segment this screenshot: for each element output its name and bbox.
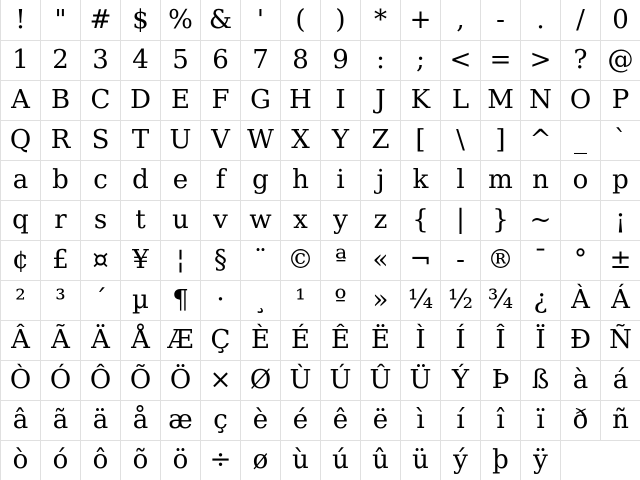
char-cell[interactable]: ç <box>200 401 240 440</box>
char-cell[interactable]: å <box>120 401 160 440</box>
char-row <box>0 160 640 200</box>
char-cell[interactable]: × <box>200 361 240 400</box>
char-cell[interactable]: ë <box>360 401 400 440</box>
char-cell[interactable]: ³ <box>40 281 80 320</box>
char-cell[interactable]: ý <box>440 441 480 480</box>
char-cell[interactable]: è <box>240 401 280 440</box>
char-cell[interactable]: Ý <box>440 361 480 400</box>
char-cell[interactable]: - <box>480 0 520 40</box>
char-cell[interactable]: ~ <box>520 201 560 240</box>
char-cell[interactable]: Y <box>320 121 360 160</box>
char-cell[interactable]: ì <box>400 401 440 440</box>
char-cell[interactable]: n <box>520 161 560 200</box>
char-row <box>0 280 640 320</box>
char-cell[interactable]: ] <box>480 121 520 160</box>
char-cell[interactable]: Ì <box>400 321 440 360</box>
char-cell[interactable]: Û <box>360 361 400 400</box>
char-cell[interactable]: E <box>160 81 200 120</box>
char-cell[interactable]: ½ <box>440 281 480 320</box>
char-cell[interactable]: % <box>160 0 200 40</box>
char-cell[interactable]: ú <box>320 441 360 480</box>
char-cell[interactable]: À <box>560 281 600 320</box>
char-cell[interactable]: j <box>360 161 400 200</box>
char-cell[interactable]: U <box>160 121 200 160</box>
char-cell[interactable]: ¿ <box>520 281 560 320</box>
char-cell[interactable]: ª <box>320 241 360 280</box>
char-cell[interactable]: Ó <box>40 361 80 400</box>
char-cell[interactable]: F <box>200 81 240 120</box>
char-cell[interactable]: $ <box>120 0 160 40</box>
char-cell[interactable]: Ö <box>160 361 200 400</box>
char-cell[interactable]: ¥ <box>120 241 160 280</box>
char-cell[interactable]: } <box>480 201 520 240</box>
char-cell[interactable]: G <box>240 81 280 120</box>
char-cell[interactable]: â <box>0 401 40 440</box>
char-row <box>0 80 640 120</box>
char-cell[interactable]: ¤ <box>80 241 120 280</box>
char-cell[interactable]: Ð <box>560 321 600 360</box>
char-cell[interactable]: o <box>560 161 600 200</box>
char-cell[interactable]: í <box>440 401 480 440</box>
char-cell[interactable]: , <box>440 0 480 40</box>
char-cell[interactable]: ¯ <box>520 241 560 280</box>
char-cell[interactable]: È <box>240 321 280 360</box>
char-row <box>0 400 640 440</box>
char-cell[interactable]: ¶ <box>160 281 200 320</box>
char-row <box>0 200 640 240</box>
char-cell[interactable]: @ <box>600 41 640 80</box>
char-cell[interactable]: 0 <box>600 0 640 40</box>
char-cell[interactable]: < <box>440 41 480 80</box>
char-cell[interactable]: b <box>40 161 80 200</box>
char-cell[interactable]: & <box>200 0 240 40</box>
char-cell[interactable]: ) <box>320 0 360 40</box>
char-cell[interactable]: ô <box>80 441 120 480</box>
char-cell[interactable]: e <box>160 161 200 200</box>
char-cell[interactable]: s <box>80 201 120 240</box>
char-cell[interactable]: » <box>360 281 400 320</box>
char-cell[interactable]: [ <box>400 121 440 160</box>
char-cell[interactable]: Ë <box>360 321 400 360</box>
char-cell[interactable]: 1 <box>0 41 40 80</box>
char-cell[interactable]: ê <box>320 401 360 440</box>
char-cell[interactable]: ° <box>560 241 600 280</box>
char-cell[interactable]: ò <box>0 441 40 480</box>
char-cell[interactable]: - <box>440 241 480 280</box>
char-cell[interactable]: N <box>520 81 560 120</box>
char-cell[interactable]: 8 <box>280 41 320 80</box>
char-cell[interactable]: : <box>360 41 400 80</box>
char-cell[interactable]: Æ <box>160 321 200 360</box>
char-cell[interactable]: t <box>120 201 160 240</box>
char-cell[interactable]: 5 <box>160 41 200 80</box>
char-cell[interactable]: h <box>280 161 320 200</box>
char-cell[interactable]: u <box>160 201 200 240</box>
char-cell[interactable]: µ <box>120 281 160 320</box>
char-cell[interactable]: ± <box>600 241 640 280</box>
char-cell[interactable]: Ò <box>0 361 40 400</box>
char-cell[interactable]: 3 <box>80 41 120 80</box>
char-cell[interactable]: ï <box>520 401 560 440</box>
char-cell[interactable]: P <box>600 81 640 120</box>
char-cell[interactable]: r <box>40 201 80 240</box>
char-cell[interactable]: y <box>320 201 360 240</box>
char-cell[interactable]: ¬ <box>400 241 440 280</box>
char-cell[interactable]: V <box>200 121 240 160</box>
char-cell[interactable]: Á <box>600 281 640 320</box>
char-cell[interactable]: 2 <box>40 41 80 80</box>
char-cell[interactable]: ã <box>40 401 80 440</box>
char-cell[interactable]: . <box>520 0 560 40</box>
char-cell[interactable]: Ü <box>400 361 440 400</box>
char-cell[interactable]: ' <box>240 0 280 40</box>
char-cell[interactable]: _ <box>560 121 600 160</box>
char-cell[interactable]: Z <box>360 121 400 160</box>
char-cell[interactable]: ö <box>160 441 200 480</box>
char-cell[interactable]: £ <box>40 241 80 280</box>
char-cell[interactable]: Å <box>120 321 160 360</box>
char-cell[interactable]: õ <box>120 441 160 480</box>
char-cell[interactable]: ÿ <box>520 441 560 480</box>
char-cell[interactable]: f <box>200 161 240 200</box>
char-cell[interactable]: d <box>120 161 160 200</box>
char-cell[interactable]: # <box>80 0 120 40</box>
char-cell[interactable]: w <box>240 201 280 240</box>
char-cell[interactable]: A <box>0 81 40 120</box>
char-cell[interactable]: § <box>200 241 240 280</box>
char-cell[interactable]: ? <box>560 41 600 80</box>
char-cell[interactable]: g <box>240 161 280 200</box>
char-cell[interactable]: ¹ <box>280 281 320 320</box>
char-cell[interactable]: ! <box>0 0 40 40</box>
char-cell[interactable]: Q <box>0 121 40 160</box>
char-cell[interactable]: É <box>280 321 320 360</box>
char-cell[interactable]: ^ <box>520 121 560 160</box>
char-cell[interactable]: * <box>360 0 400 40</box>
char-row <box>0 440 640 480</box>
char-cell[interactable]: Ú <box>320 361 360 400</box>
char-cell[interactable]: Í <box>440 321 480 360</box>
char-cell[interactable]: c <box>80 161 120 200</box>
char-cell[interactable]: ( <box>280 0 320 40</box>
char-cell[interactable]: p <box>600 161 640 200</box>
char-cell[interactable]: m <box>480 161 520 200</box>
char-cell[interactable]: S <box>80 121 120 160</box>
char-row <box>0 0 640 40</box>
char-cell[interactable]: ß <box>520 361 560 400</box>
char-cell[interactable]: > <box>520 41 560 80</box>
char-cell[interactable]: º <box>320 281 360 320</box>
char-cell[interactable]: Ç <box>200 321 240 360</box>
char-cell[interactable]: q <box>0 201 40 240</box>
char-cell[interactable]: Ä <box>80 321 120 360</box>
char-row <box>0 40 640 80</box>
char-cell[interactable]: Î <box>480 321 520 360</box>
char-cell[interactable]: D <box>120 81 160 120</box>
char-cell[interactable]: \ <box>440 121 480 160</box>
char-cell[interactable]: ` <box>600 121 640 160</box>
char-cell[interactable]: T <box>120 121 160 160</box>
char-cell[interactable]: z <box>360 201 400 240</box>
char-cell[interactable]: ñ <box>600 401 640 440</box>
char-cell[interactable]: = <box>480 41 520 80</box>
char-cell[interactable]: ¦ <box>160 241 200 280</box>
char-cell[interactable]: ¢ <box>0 241 40 280</box>
char-cell[interactable]: à <box>560 361 600 400</box>
char-cell[interactable]: ä <box>80 401 120 440</box>
char-cell[interactable]: Ô <box>80 361 120 400</box>
char-cell[interactable]: Â <box>0 321 40 360</box>
char-cell[interactable]: ; <box>400 41 440 80</box>
char-cell[interactable]: a <box>0 161 40 200</box>
char-cell[interactable]: i <box>320 161 360 200</box>
char-cell[interactable]: « <box>360 241 400 280</box>
char-cell[interactable]: ¸ <box>240 281 280 320</box>
char-cell[interactable]: B <box>40 81 80 120</box>
char-cell[interactable]: | <box>440 201 480 240</box>
char-cell[interactable]: ó <box>40 441 80 480</box>
char-cell[interactable]: Þ <box>480 361 520 400</box>
char-cell[interactable]: ¾ <box>480 281 520 320</box>
char-cell[interactable]: Ã <box>40 321 80 360</box>
char-cell[interactable]: æ <box>160 401 200 440</box>
char-cell[interactable]: I <box>320 81 360 120</box>
char-cell[interactable]: 9 <box>320 41 360 80</box>
char-cell[interactable]: l <box>440 161 480 200</box>
char-cell[interactable]: Ù <box>280 361 320 400</box>
char-cell[interactable]: ¼ <box>400 281 440 320</box>
char-cell[interactable]: M <box>480 81 520 120</box>
char-cell[interactable]: · <box>200 281 240 320</box>
char-cell[interactable]: ø <box>240 441 280 480</box>
char-cell[interactable]: ÷ <box>200 441 240 480</box>
char-cell[interactable]: + <box>400 0 440 40</box>
char-cell[interactable]: Õ <box>120 361 160 400</box>
char-cell[interactable]: K <box>400 81 440 120</box>
char-cell[interactable]: J <box>360 81 400 120</box>
char-cell[interactable]: á <box>600 361 640 400</box>
char-cell[interactable]: û <box>360 441 400 480</box>
char-cell[interactable]: R <box>40 121 80 160</box>
char-cell[interactable]: / <box>560 0 600 40</box>
char-cell[interactable]: þ <box>480 441 520 480</box>
char-cell[interactable]: © <box>280 241 320 280</box>
char-row <box>0 360 640 400</box>
char-cell[interactable]: Ñ <box>600 321 640 360</box>
char-cell[interactable]: O <box>560 81 600 120</box>
char-cell[interactable]: Ï <box>520 321 560 360</box>
char-cell[interactable]: L <box>440 81 480 120</box>
char-row <box>0 120 640 160</box>
char-cell[interactable]: Ê <box>320 321 360 360</box>
char-cell[interactable]: ¡ <box>600 201 640 240</box>
char-cell[interactable]: é <box>280 401 320 440</box>
char-cell[interactable]: ² <box>0 281 40 320</box>
char-cell[interactable]: k <box>400 161 440 200</box>
char-cell[interactable]: C <box>80 81 120 120</box>
char-cell[interactable]: x <box>280 201 320 240</box>
char-cell[interactable]: î <box>480 401 520 440</box>
empty-cell <box>560 441 600 480</box>
char-cell[interactable]: W <box>240 121 280 160</box>
char-cell[interactable]: { <box>400 201 440 240</box>
char-cell[interactable]: ´ <box>80 281 120 320</box>
char-cell[interactable]: ü <box>400 441 440 480</box>
char-cell[interactable]: " <box>40 0 80 40</box>
char-cell[interactable]: ® <box>480 241 520 280</box>
char-cell[interactable]: ù <box>280 441 320 480</box>
char-cell[interactable]: 4 <box>120 41 160 80</box>
char-cell[interactable]: X <box>280 121 320 160</box>
char-cell[interactable]: ¨ <box>240 241 280 280</box>
char-cell[interactable]: H <box>280 81 320 120</box>
char-cell[interactable]: Ø <box>240 361 280 400</box>
char-cell[interactable]: v <box>200 201 240 240</box>
char-row <box>0 240 640 280</box>
char-cell[interactable]: 6 <box>200 41 240 80</box>
char-row <box>0 320 640 360</box>
empty-cell <box>560 201 600 240</box>
char-cell[interactable]: 7 <box>240 41 280 80</box>
char-cell[interactable]: ð <box>560 401 600 440</box>
